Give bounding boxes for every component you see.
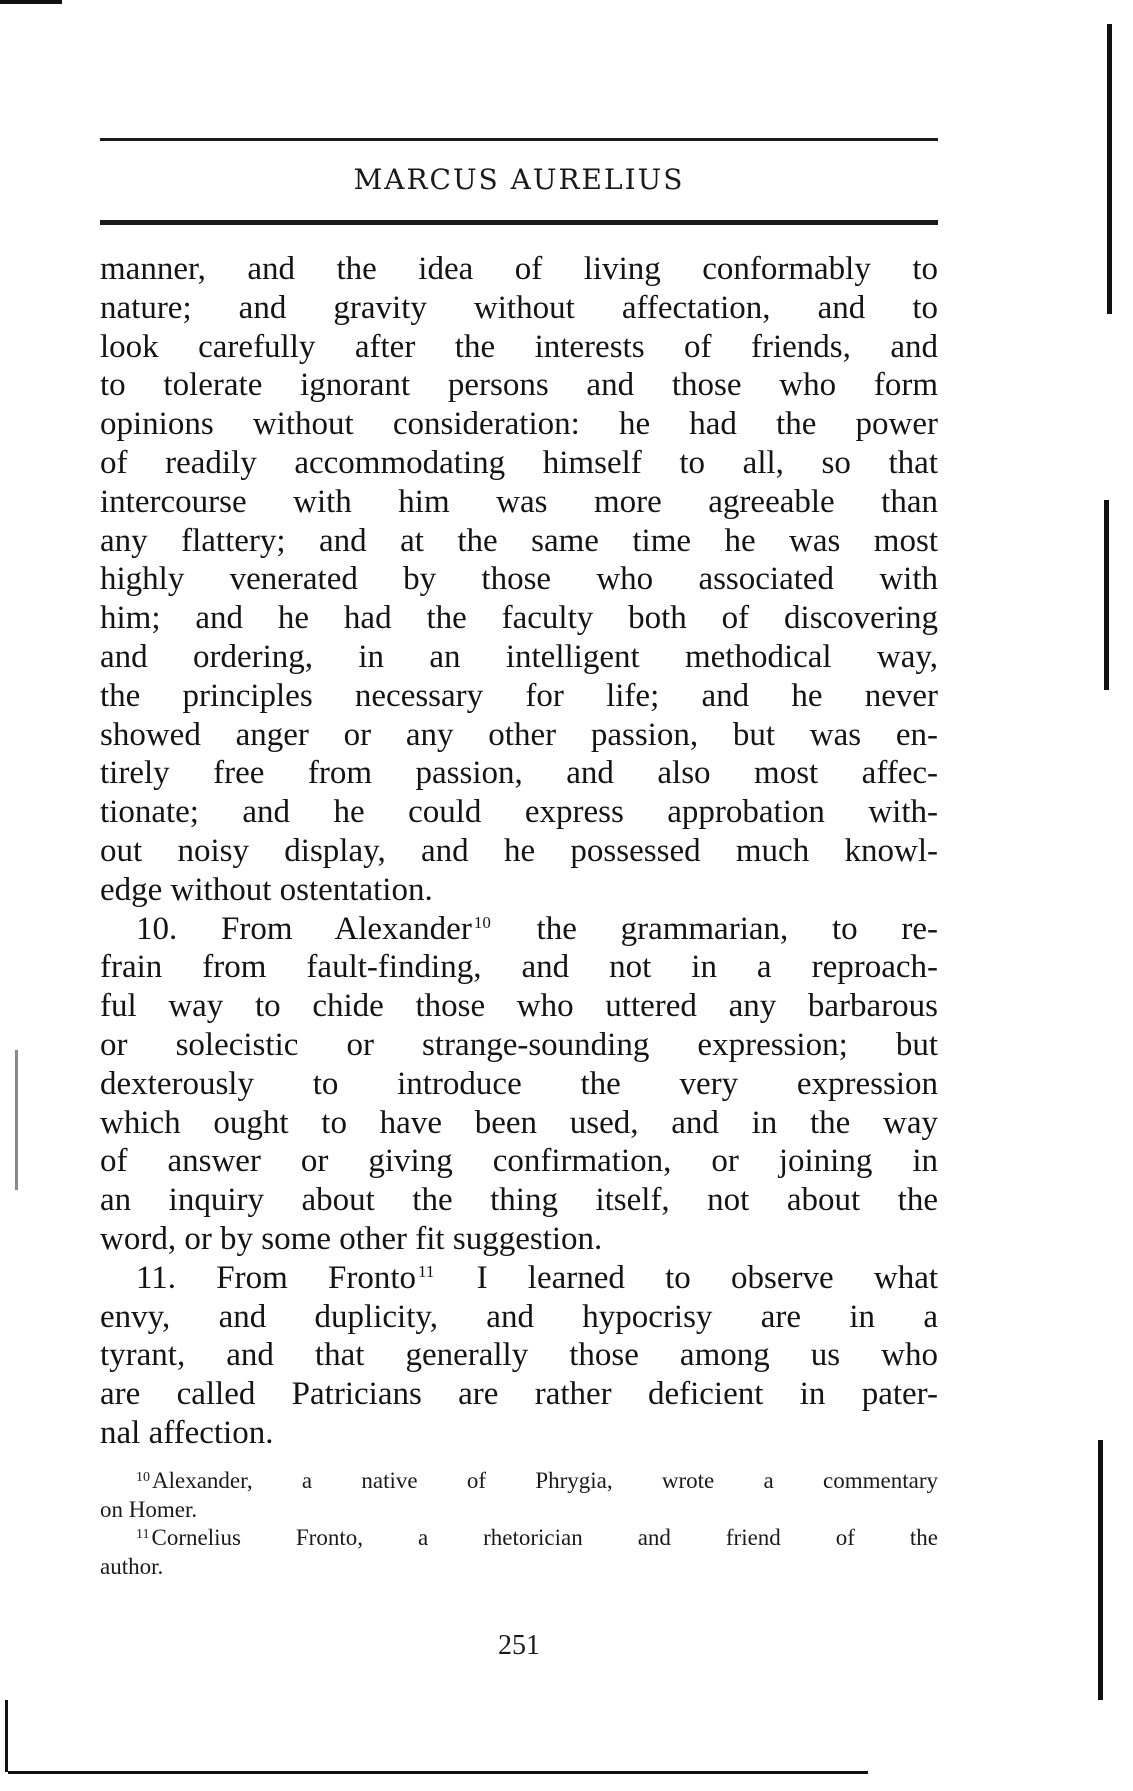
header-rule-bottom: [100, 220, 938, 225]
scan-artifact: [15, 1050, 18, 1190]
text-line: word, or by some other fit suggestion.: [100, 1220, 603, 1257]
text-line: highly venerated by those who associated with: [100, 561, 938, 598]
scan-artifact: [8, 1771, 868, 1774]
scan-artifact: [1107, 24, 1112, 314]
scan-artifact: [1104, 500, 1109, 690]
body-text: [100, 250, 938, 1453]
text-line: him; and he had the faculty both of discovering: [100, 600, 938, 637]
text-line: [100, 1259, 938, 1298]
text-line: of answer or giving confirmation, or joining in: [100, 1143, 938, 1180]
paragraph-lead-rest: the grammarian, to re-: [492, 910, 938, 947]
text-line: intercourse with him was more agreeable than: [100, 483, 938, 520]
footnote-reference: 11: [418, 1261, 435, 1281]
text-line: envy, and duplicity, and hypocrisy are in a: [100, 1298, 938, 1335]
paragraph-lead: 10. From Alexander: [136, 910, 472, 947]
page-number: 251: [498, 1630, 540, 1661]
text-line: ful way to chide those who uttered any barbarous: [100, 988, 938, 1025]
text-line: out noisy display, and he possessed much knowl-: [100, 832, 938, 869]
footnote-11: [100, 1524, 938, 1581]
footnote-number: 10: [136, 1470, 150, 1485]
text-line: of readily accommodating himself to all, so that: [100, 444, 938, 481]
text-line: tionate; and he could express approbation with-: [100, 794, 938, 831]
text-line: and ordering, in an intelligent methodical way,: [100, 638, 938, 675]
paragraph-lead: 11. From Fronto: [136, 1259, 416, 1296]
paragraph-10: [100, 910, 938, 1259]
footnote-text: Alexander, a native of Phrygia, wrote a commentary: [152, 1468, 938, 1493]
text-line: to tolerate ignorant persons and those who form: [100, 367, 938, 404]
text-line: which ought to have been used, and in the way: [100, 1104, 938, 1141]
text-line: or solecistic or strange-sounding expression; but: [100, 1026, 938, 1063]
text-line: the principles necessary for life; and he never: [100, 677, 938, 714]
footnote-line: [100, 1467, 938, 1496]
text-line: nal affection.: [100, 1414, 274, 1451]
text-line: showed anger or any other passion, but was en-: [100, 716, 938, 753]
text-line: manner, and the idea of living conformably to: [100, 251, 938, 287]
footnote-reference: 10: [473, 912, 491, 932]
running-head: MARCUS AURELIUS: [353, 163, 685, 196]
text-line: tirely free from passion, and also most affec-: [100, 755, 938, 792]
text-line: are called Patricians are rather deficient in pater-: [100, 1376, 938, 1413]
paragraph-continued: [100, 250, 938, 910]
text-line: an inquiry about the thing itself, not about the: [100, 1182, 938, 1219]
scan-artifact: [5, 1700, 8, 1772]
header-rule-top: [100, 138, 938, 141]
text-line: frain from fault-finding, and not in a reproach-: [100, 949, 938, 986]
text-line: dexterously to introduce the very expression: [100, 1065, 938, 1102]
scan-artifact: [1098, 1440, 1103, 1700]
footnote-line: [100, 1524, 938, 1553]
text-line: look carefully after the interests of friends, and: [100, 328, 938, 365]
footnote-text: Cornelius Fronto, a rhetorician and friend of the: [151, 1525, 938, 1550]
paragraph-lead-rest: I learned to observe what: [436, 1259, 939, 1296]
footnote-10: [100, 1467, 938, 1524]
text-line: opinions without consideration: he had the power: [100, 406, 938, 443]
text-line: nature; and gravity without affectation, and to: [100, 289, 938, 326]
footnotes: [100, 1467, 938, 1581]
footnote-line: author.: [100, 1553, 164, 1579]
scan-artifact: [0, 0, 62, 4]
text-line: tyrant, and that generally those among us who: [100, 1337, 938, 1374]
paragraph-11: [100, 1259, 938, 1453]
footnote-line: on Homer.: [100, 1496, 198, 1522]
text-line: [100, 910, 938, 949]
text-line: edge without ostentation.: [100, 871, 433, 908]
footnote-number: 11: [136, 1527, 150, 1542]
text-line: any flattery; and at the same time he was most: [100, 522, 938, 559]
